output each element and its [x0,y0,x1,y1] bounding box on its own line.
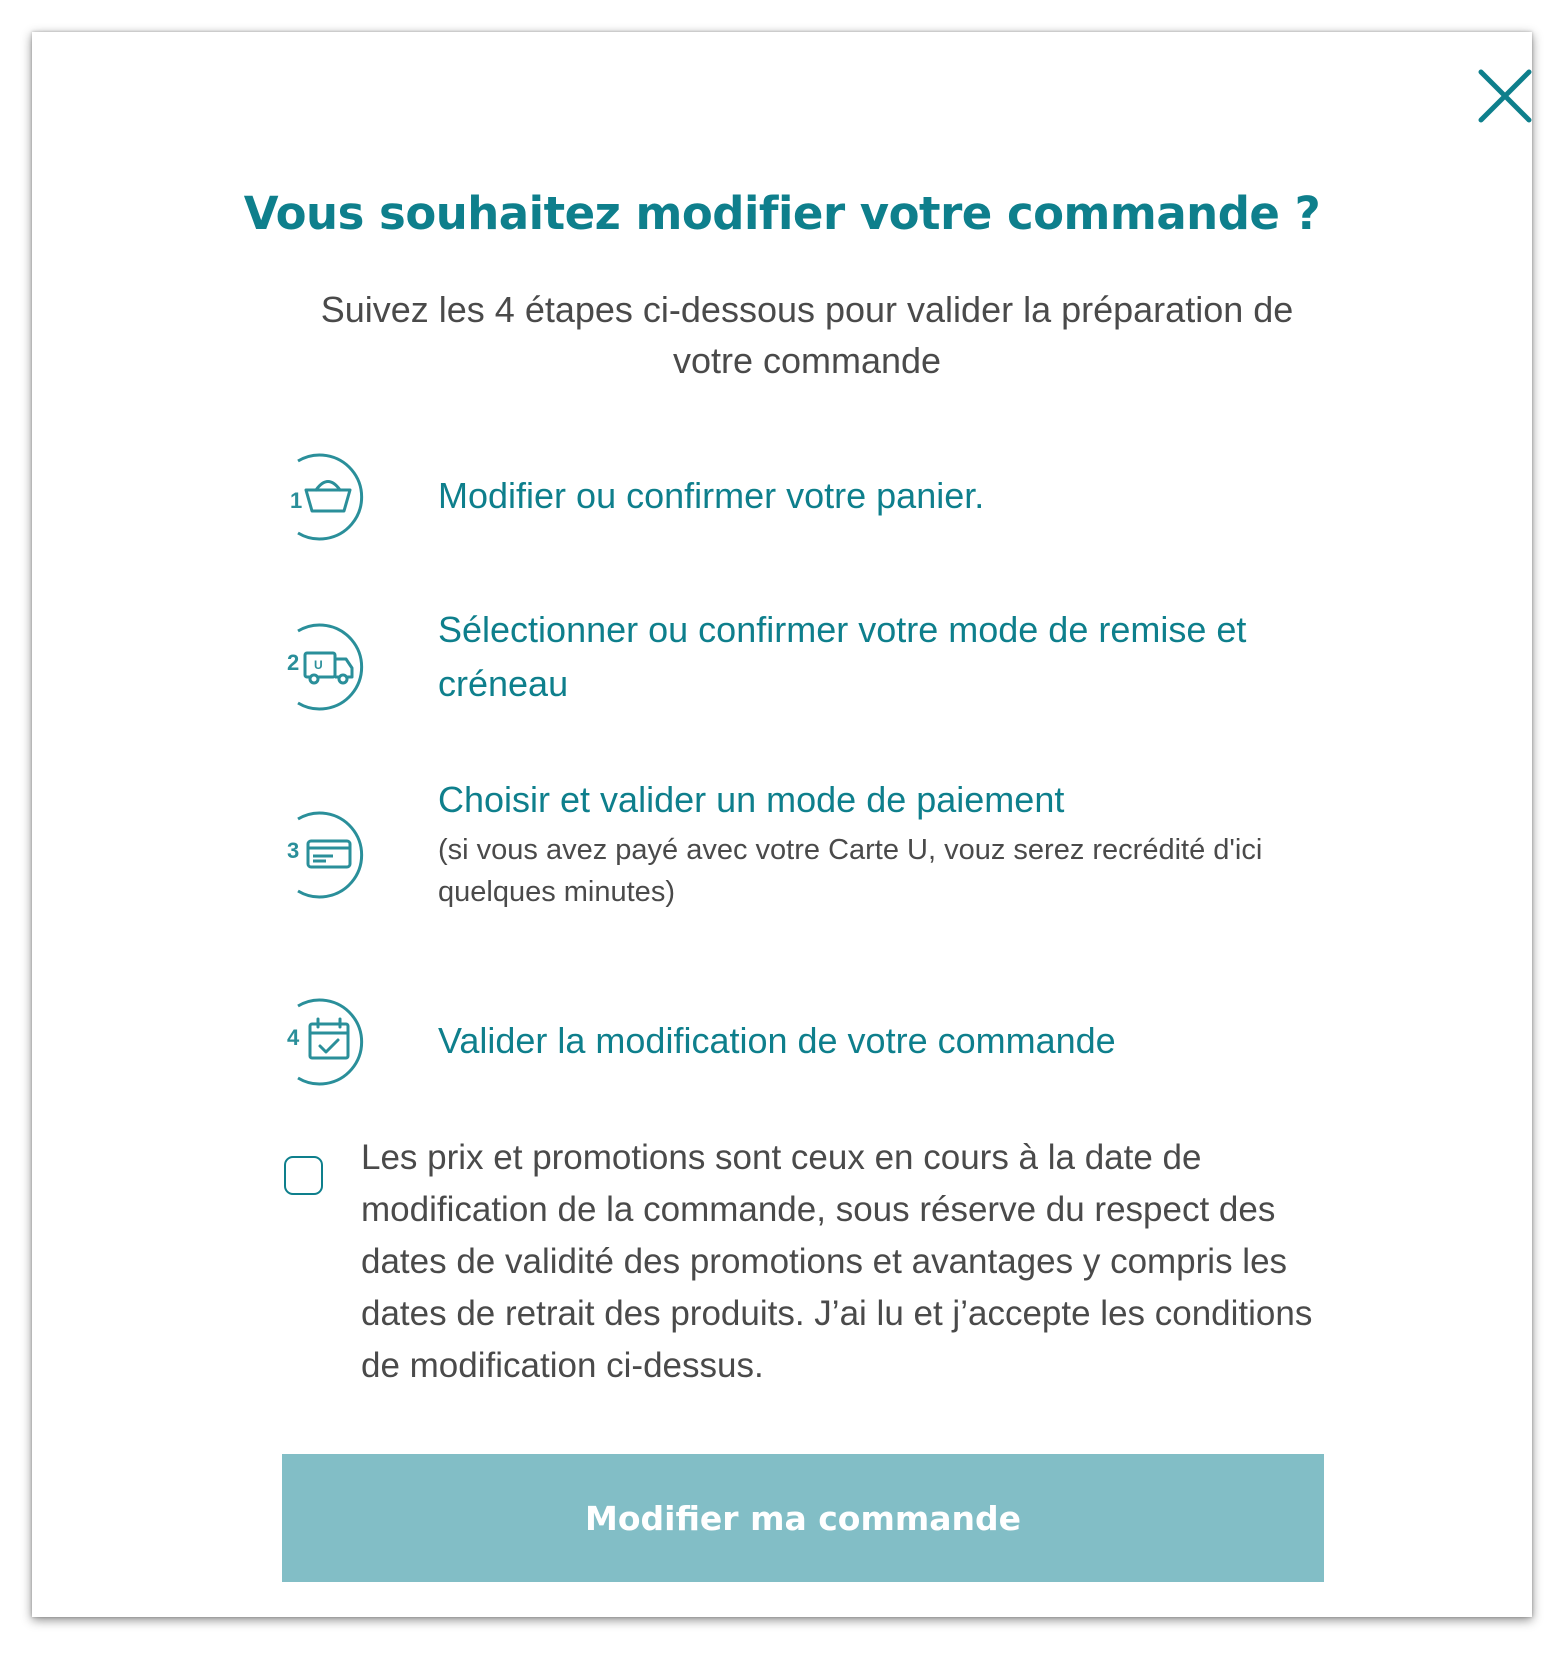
calendar-check-icon [310,1019,348,1058]
step-number: 1 [290,488,303,513]
basket-icon [306,482,350,512]
step-number: 4 [287,1025,300,1050]
step-2-icon-badge [260,617,370,717]
close-button[interactable] [1469,60,1541,132]
step-label: Modifier ou confirmer votre panier. [438,475,985,516]
step-3-icon-badge [260,805,370,905]
consent-checkbox[interactable] [284,1156,323,1195]
modify-order-button[interactable]: Modifier ma commande [282,1454,1324,1582]
svg-text:U: U [314,658,323,672]
delivery-truck-icon [305,653,352,683]
consent-text: Les prix et promotions sont ceux en cours à la date de modification de la commande, sous réserve du respect des dates de validité des promotions et avantages y compris les dates de retrait des produits. J’ai lu et j’accepte les conditions de modification ci-dessus. [361,1138,1313,1385]
modify-order-modal [32,32,1532,1617]
step-label: Choisir et valider un mode de paiement [438,779,1065,820]
credit-card-icon [308,841,350,867]
step-1-icon-badge [260,447,370,547]
step-label: Sélectionner ou confirmer votre mode de remise et créneau [438,609,1247,704]
step-4-icon-badge [260,992,370,1092]
modal-subtitle: Suivez les 4 étapes ci-dessous pour valider la préparation de votre commande [320,289,1294,381]
step-note: (si vous avez payé avec votre Carte U, vouz serez recrédité d'ici quelques minutes) [438,834,1263,908]
step-number: 2 [287,650,300,675]
step-label: Valider la modification de votre commande [438,1020,1116,1061]
modal-title: Vous souhaitez modifier votre commande ? [243,187,1321,240]
step-number: 3 [287,838,300,863]
close-icon [1469,60,1541,132]
